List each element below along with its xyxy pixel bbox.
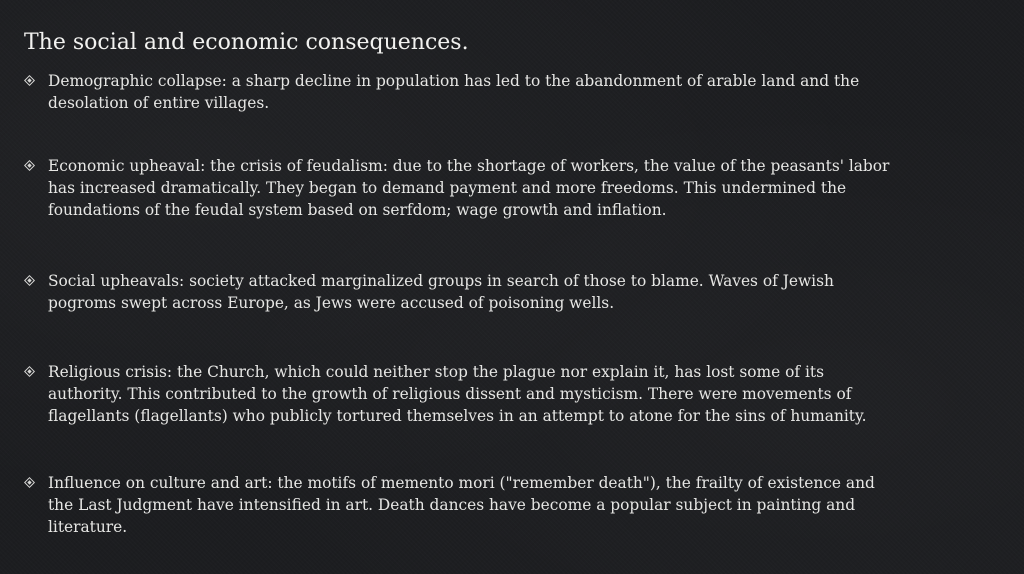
bullet-item-demographic: [24, 70, 894, 114]
bullet-text: Social upheavals: society attacked marginalized groups in search of those to blame. Waves of Jewish pogroms swept across Europe, as Jews were accused of poisoning wells.: [48, 272, 834, 312]
diamond-bullet-icon: [24, 366, 48, 377]
diamond-bullet-icon: [24, 477, 48, 488]
diamond-bullet-icon: [24, 75, 48, 86]
diamond-bullet-icon: [24, 275, 48, 286]
bullet-item-culture: [24, 472, 894, 538]
bullet-text: Demographic collapse: a sharp decline in population has led to the abandonment of arable land and the desolation of entire villages.: [48, 72, 860, 112]
diamond-bullet-icon: [24, 160, 48, 171]
bullet-item-religious: [24, 361, 894, 427]
slide-title: The social and economic consequences.: [24, 30, 469, 55]
bullet-text: Influence on culture and art: the motifs of memento mori ("remember death"), the frailty of existence and the Last Judgment have intensified in art. Death dances have become a popular subject in painting and literature.: [48, 474, 875, 536]
bullet-text: Religious crisis: the Church, which could neither stop the plague nor explain it, has lost some of its authority. This contributed to the growth of religious dissent and mysticism. There were movements of flagellants (flagellants) who publicly tortured themselves in an attempt to atone for the sins of humanity.: [48, 363, 867, 425]
bullet-item-social: [24, 270, 894, 314]
bullet-text: Economic upheaval: the crisis of feudalism: due to the shortage of workers, the value of the peasants' labor has increased dramatically. They began to demand payment and more freedoms. This undermined the foundations of the feudal system based on serfdom; wage growth and inflation.: [48, 157, 890, 219]
bullet-item-economic: [24, 155, 894, 221]
